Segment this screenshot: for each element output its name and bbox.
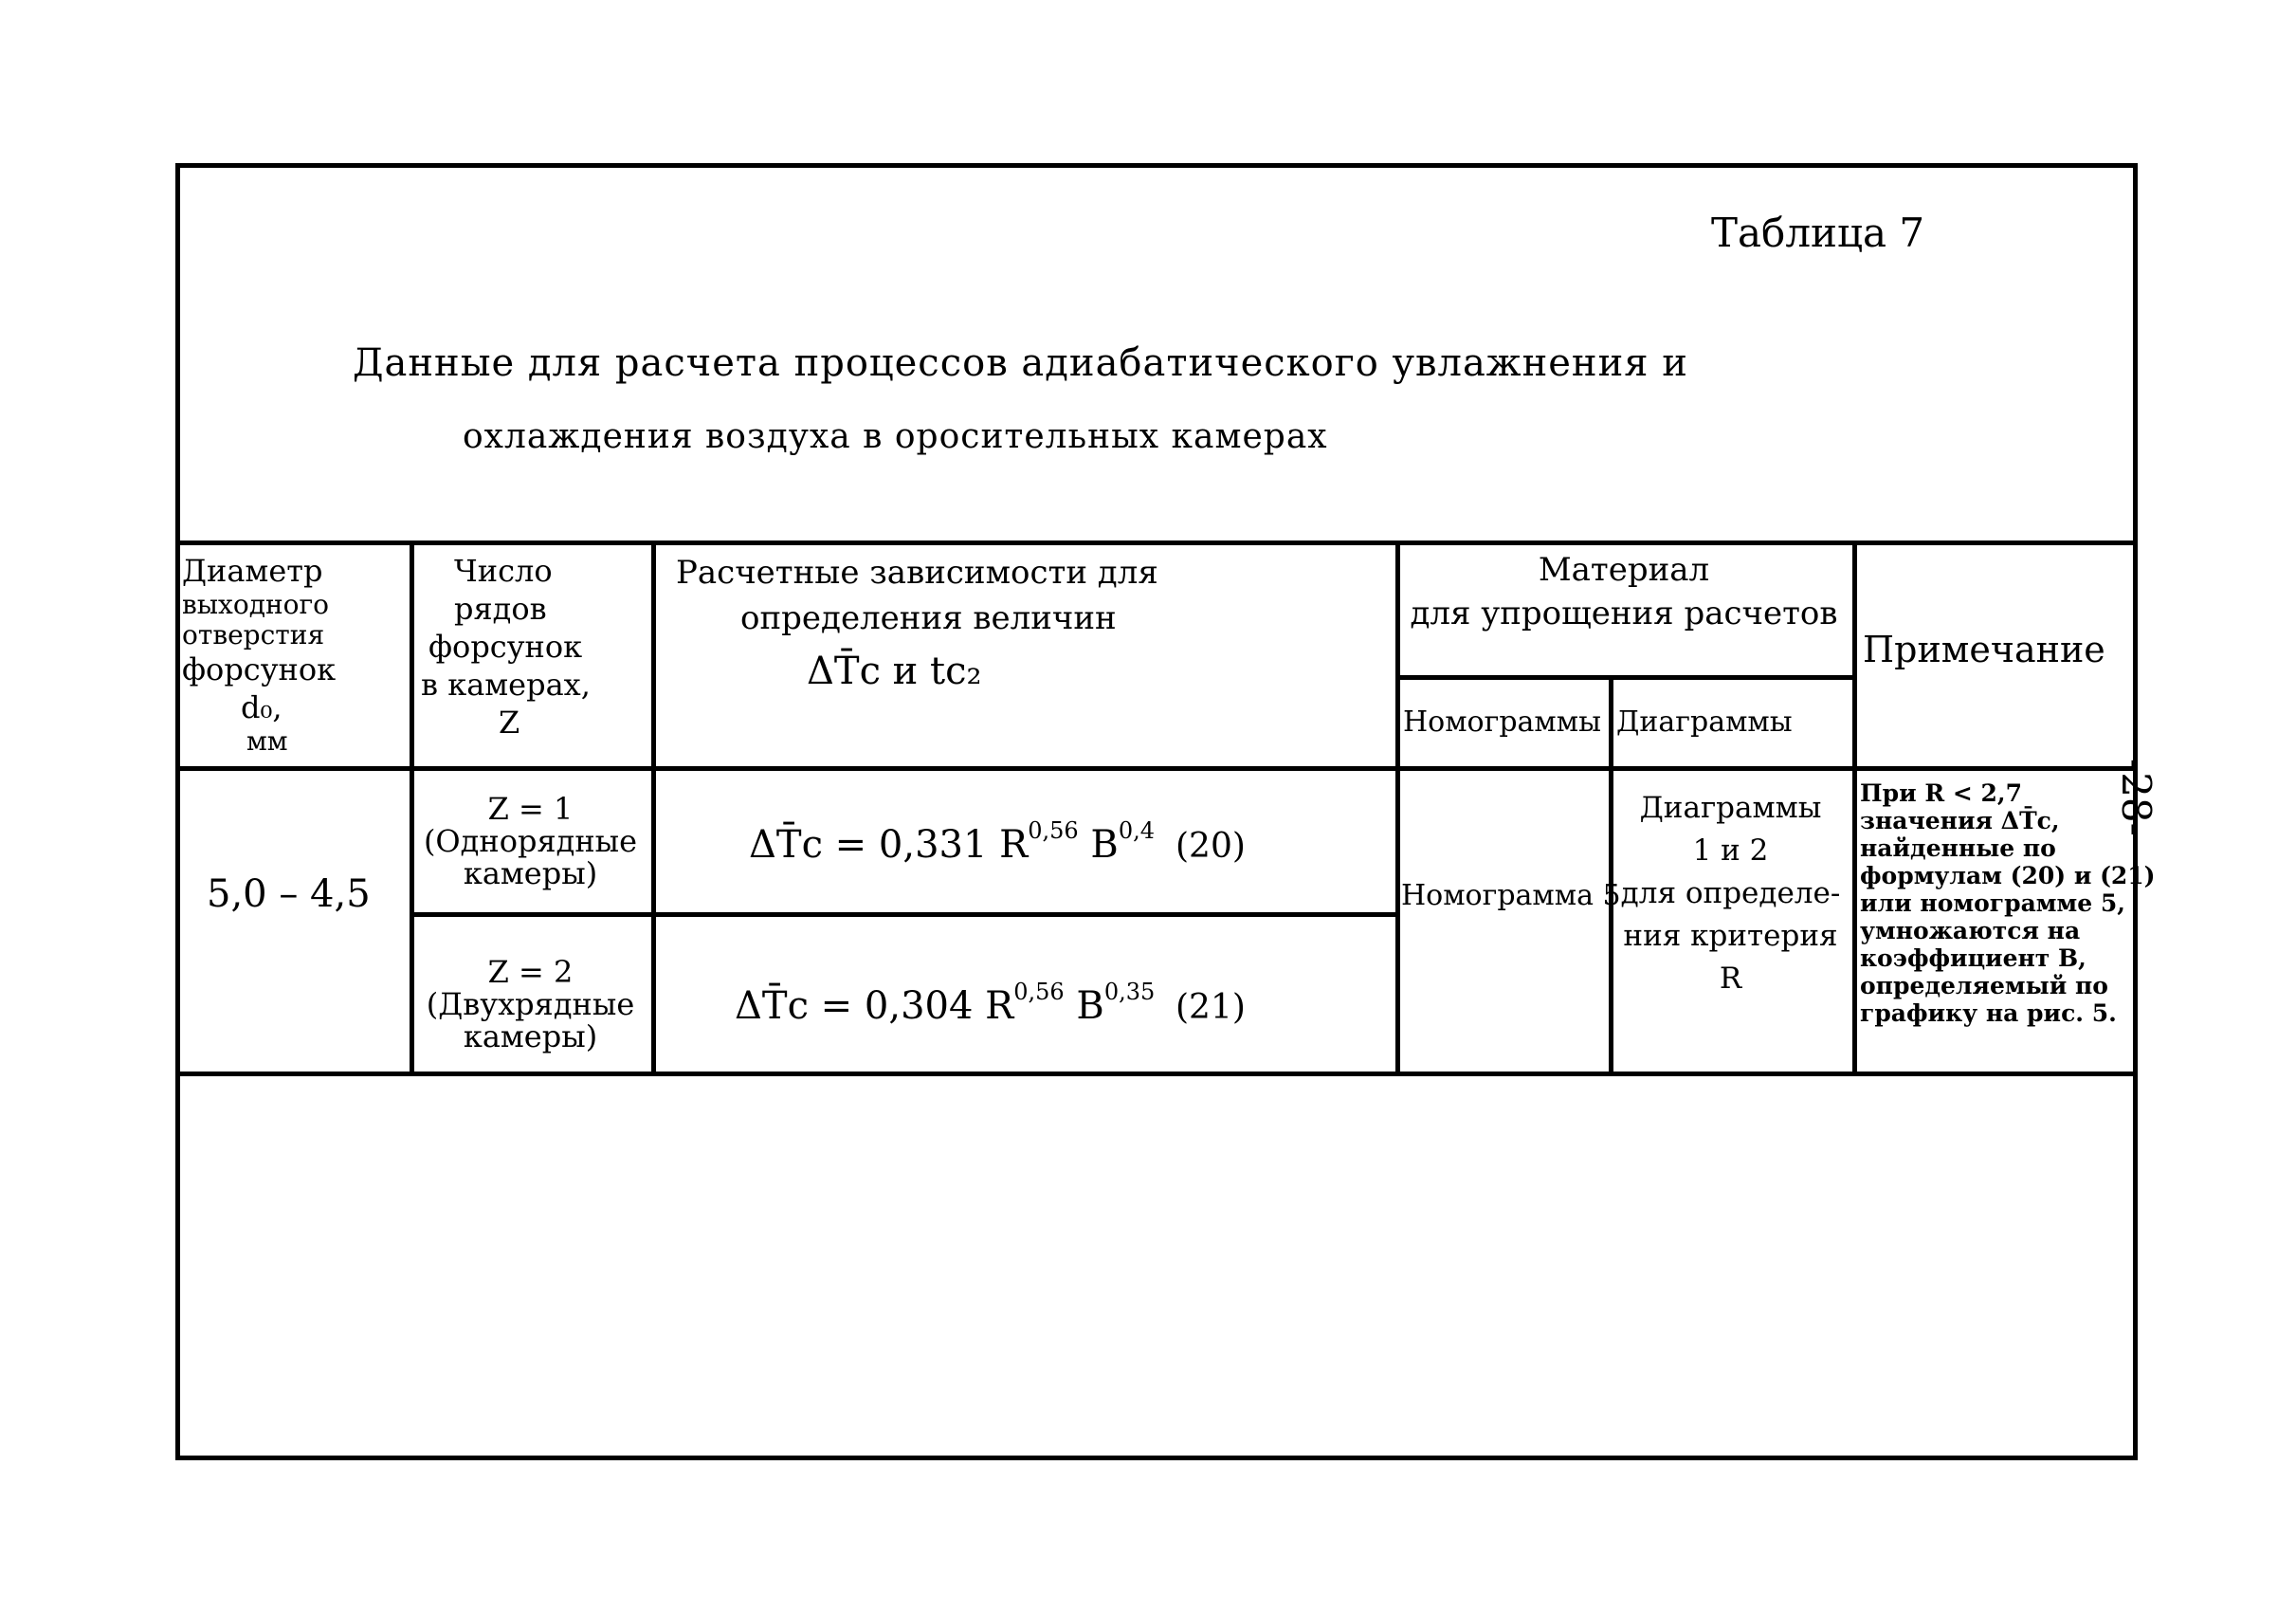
page-number: -28-: [2113, 759, 2159, 836]
row2-z: Z = 2 (Двухрядные камеры): [426, 954, 635, 1054]
header-diameter: Диаметр выходного отверстия форсунок d₀, мм: [182, 553, 337, 757]
table-label: Таблица 7: [1711, 210, 1925, 256]
header-nomograms: Номограммы: [1403, 705, 1601, 739]
header-dependencies: Расчетные зависимости для определения величин ΔT̄c и tc₂: [676, 554, 1158, 693]
header-note: Примечание: [1863, 629, 2105, 670]
col-rule-5: [1852, 540, 1857, 1073]
header-diagrams: Диаграммы: [1616, 705, 1793, 739]
table-top-rule: [175, 540, 2138, 545]
col-rule-2: [651, 540, 656, 1073]
title-line-2: охлаждения воздуха в оросительных камерах: [463, 417, 1328, 456]
row-divider-rule: [410, 912, 1395, 917]
formula-21: ΔT̄c = 0,304 R$^{0,56}$ B$^{0,35}$: [735, 978, 1156, 1028]
header-rows-count: Число рядов форсунок в камерах, Z: [421, 553, 591, 741]
header-bottom-rule: [175, 766, 2138, 771]
row1-z: Z = 1 (Однорядные камеры): [423, 791, 638, 891]
title-line-1: Данные для расчета процессов адиабатического увлажнения и: [353, 341, 1688, 385]
formula-20: ΔT̄c = 0,331 R$^{0,56}$ B$^{0,4}$: [749, 816, 1155, 867]
formula-20-number: (20): [1175, 827, 1246, 866]
diameter-value: 5,0 – 4,5: [207, 872, 371, 916]
note-cell: При R < 2,7 значения ΔT̄c, найденные по формулам (20) и (21) или номограмме 5, умножаются на коэффициент B, определяемый по графику на рис. 5.: [1860, 779, 2156, 1027]
material-subheader-rule: [1395, 675, 1852, 680]
header-material: Материал для упрощения расчетов: [1410, 551, 1838, 632]
table-bottom-rule: [175, 1072, 2138, 1076]
nomogram-cell: Номограмма 5: [1401, 879, 1621, 912]
formula-21-number: (21): [1175, 988, 1246, 1027]
diagram-cell: Диаграммы 1 и 2 для определе- ния критерия R: [1620, 791, 1841, 996]
